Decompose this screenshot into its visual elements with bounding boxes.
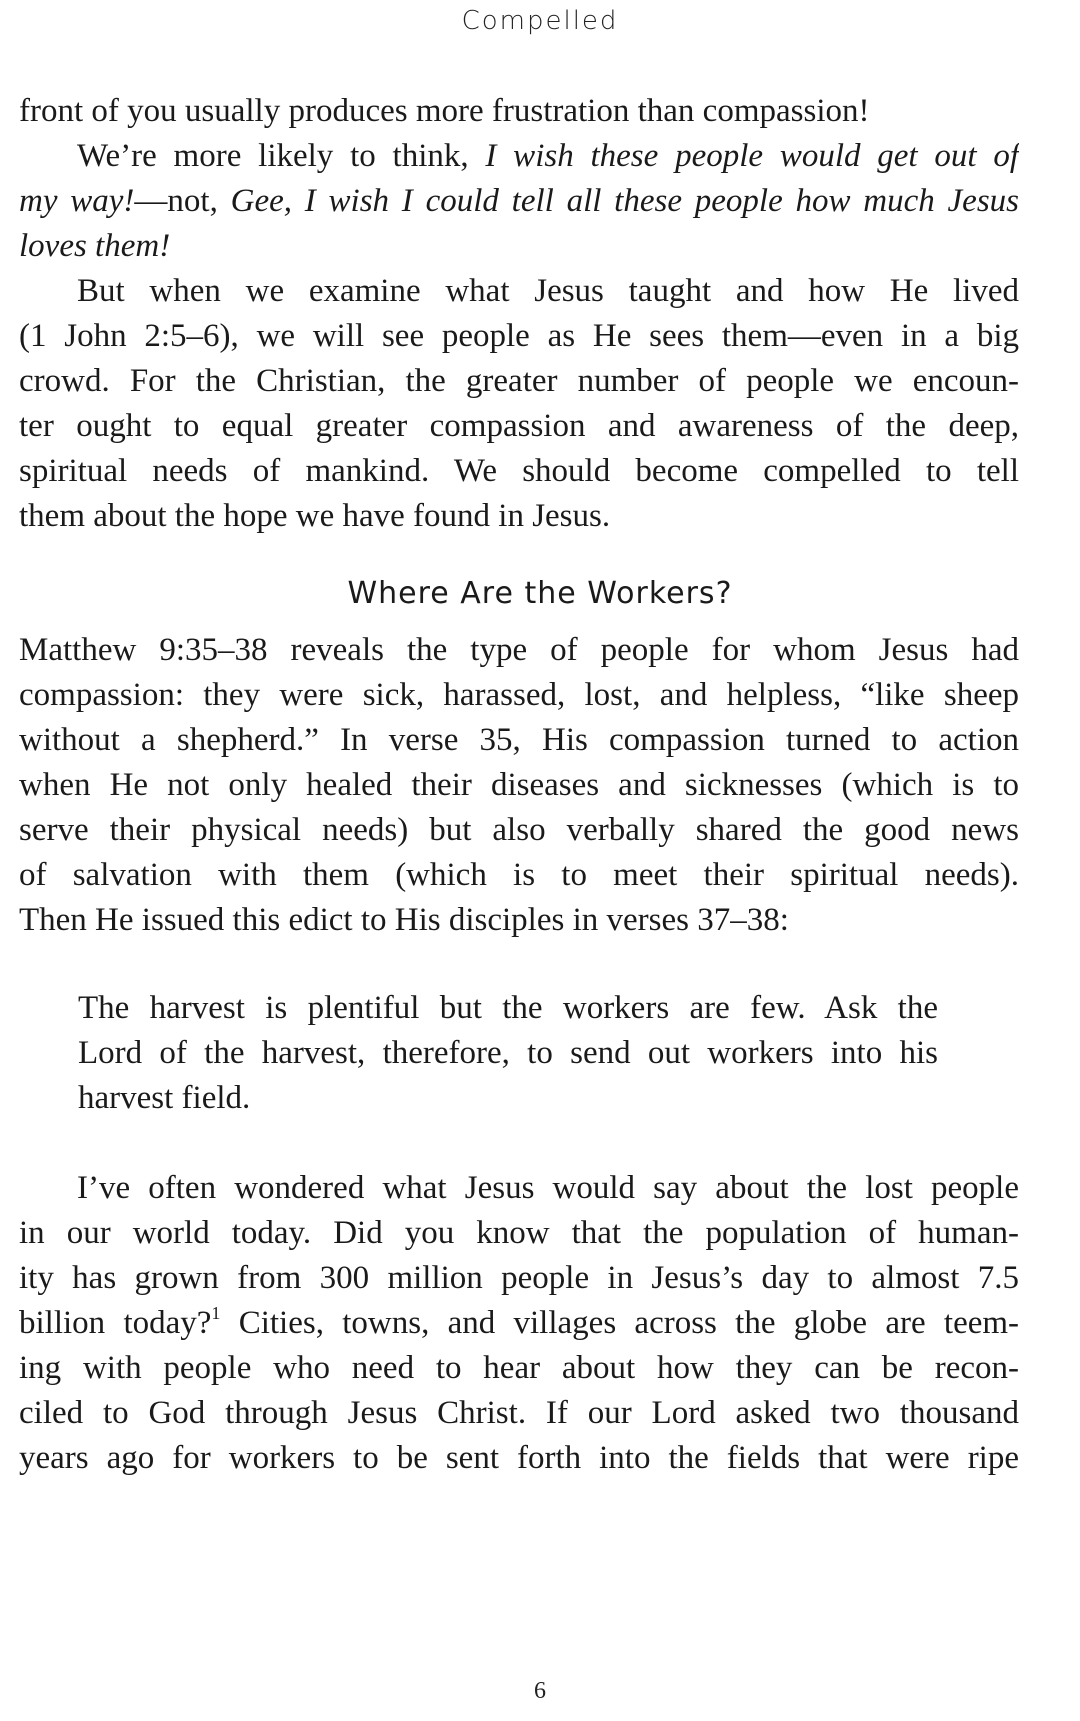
text-line: (1 John 2:5–6), we will see people as He sees them—even in a big [19, 318, 1019, 354]
text-line: front of you usually produces more frustration than compassion! [19, 93, 870, 129]
text-line: ity has grown from 300 million people in Jesus’s day to almost 7.5 [19, 1260, 1019, 1296]
text-line [19, 1301, 1019, 1346]
text-line: Matthew 9:35–38 reveals the type of people for whom Jesus had [19, 632, 1019, 668]
running-head: Compelled [461, 6, 619, 36]
text-span: We’re more likely to think, [77, 138, 486, 174]
italic-thought: my way! [19, 183, 135, 219]
section-heading: Where Are the Workers? [347, 576, 733, 611]
italic-thought: I wish these people would get out of [485, 138, 1019, 174]
paragraph-matthew [19, 628, 1019, 943]
text-line: I’ve often wondered what Jesus would say about the lost people [77, 1170, 1019, 1206]
text-line [19, 134, 1019, 179]
text-line: ter ought to equal greater compassion and awareness of the deep, [19, 408, 1019, 444]
text-span: billion today? [19, 1305, 212, 1341]
quote-line: Lord of the harvest, therefore, to send out workers into his [78, 1035, 938, 1071]
paragraph-thoughts [19, 134, 1019, 269]
text-span: Cities, towns, and villages across the globe are teem- [238, 1305, 1019, 1341]
page-number: 6 [534, 1678, 546, 1704]
quote-line: harvest field. [78, 1080, 251, 1116]
text-line: Then He issued this edict to His disciples in verses 37–38: [19, 902, 789, 938]
text-line: without a shepherd.” In verse 35, His compassion turned to action [19, 722, 1019, 758]
italic-thought: Gee, I wish I could tell all these people how much Jesus [230, 183, 1019, 219]
text-line: in our world today. Did you know that the population of human- [19, 1215, 1019, 1251]
text-line [19, 179, 1019, 224]
text-line: of salvation with them (which is to meet their spiritual needs). [19, 857, 1019, 893]
paragraph-examine [19, 269, 1019, 539]
text-line: spiritual needs of mankind. We should become compelled to tell [19, 453, 1019, 489]
text-line: compassion: they were sick, harassed, lost, and helpless, “like sheep [19, 677, 1019, 713]
text-line: ing with people who need to hear about how they can be recon- [19, 1350, 1019, 1386]
paragraph-continuation [19, 89, 1019, 134]
footnote-reference[interactable]: 1 [211, 1303, 221, 1323]
text-line: ciled to God through Jesus Christ. If our Lord asked two thousand [19, 1395, 1019, 1431]
text-line: when He not only healed their diseases and sicknesses (which is to [19, 767, 1019, 803]
text-line [19, 224, 1019, 269]
paragraph-population [19, 1166, 1019, 1481]
text-line: them about the hope we have found in Jesus. [19, 498, 611, 534]
text-line: crowd. For the Christian, the greater number of people we encoun- [19, 363, 1019, 399]
italic-thought: loves them! [19, 228, 171, 264]
text-line: years ago for workers to be sent forth into the fields that were ripe [19, 1440, 1019, 1476]
text-line: But when we examine what Jesus taught and how He lived [77, 273, 1019, 309]
text-line: serve their physical needs) but also verbally shared the good news [19, 812, 1019, 848]
text-span: —not, [134, 183, 231, 219]
quote-line: The harvest is plentiful but the workers are few. Ask the [78, 990, 938, 1026]
block-quote [78, 986, 938, 1121]
